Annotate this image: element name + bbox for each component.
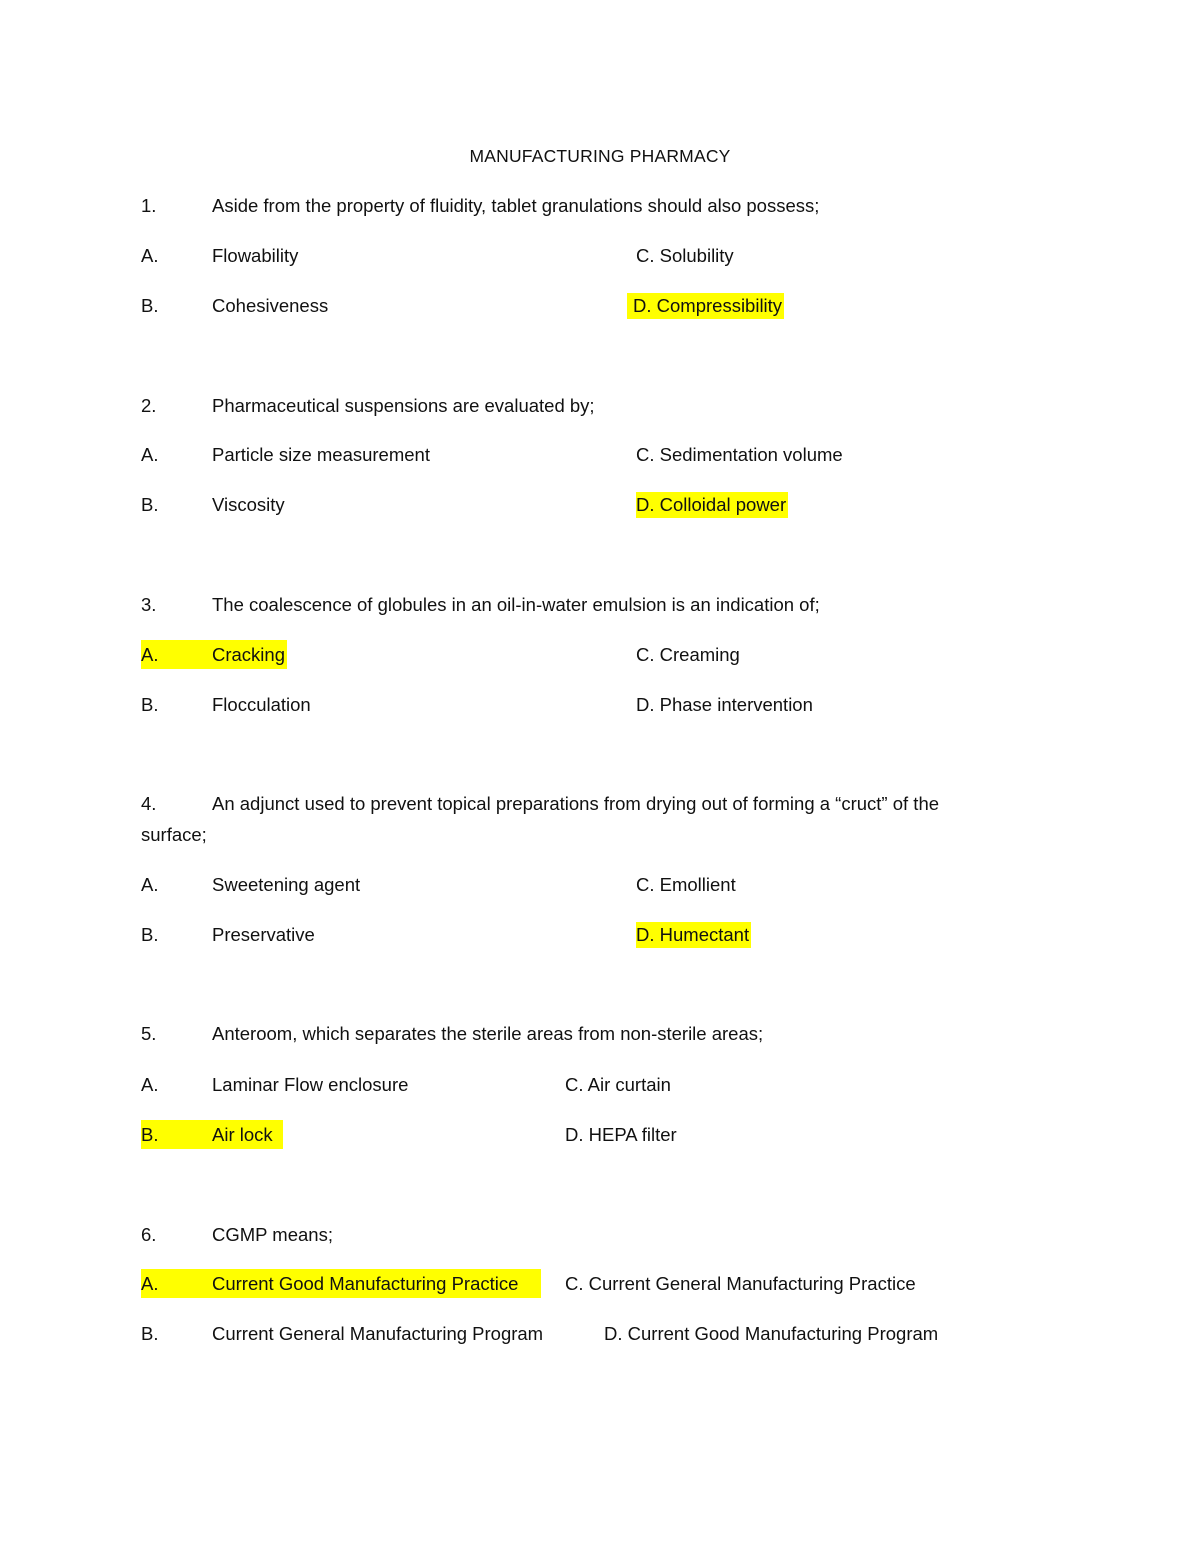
question-text-continued: surface; xyxy=(141,824,207,845)
option-b-letter: B. xyxy=(141,924,159,945)
question-number: 3. xyxy=(141,594,157,615)
option-b-text: Cohesiveness xyxy=(212,295,329,316)
option-b-text: Viscosity xyxy=(212,494,285,515)
question-text: Anteroom, which separates the sterile areas from non-sterile areas; xyxy=(212,1023,764,1044)
option-d-answer xyxy=(636,922,751,948)
option-b-text: Air lock xyxy=(212,1124,273,1145)
option-c: C. Emollient xyxy=(636,874,736,895)
option-b-letter: B. xyxy=(141,694,159,715)
option-b-letter: B. xyxy=(141,295,159,316)
option-a-letter: A. xyxy=(141,444,159,465)
question-text: Pharmaceutical suspensions are evaluated by; xyxy=(212,395,595,416)
answer-highlight: D. Humectant xyxy=(636,922,751,948)
option-a-letter: A. xyxy=(141,644,159,665)
option-a-text: Current Good Manufacturing Practice xyxy=(212,1273,519,1294)
option-a-letter: A. xyxy=(141,245,159,266)
answer-highlight: D. Compressibility xyxy=(627,293,784,319)
option-d-answer xyxy=(636,492,788,518)
question-text: CGMP means; xyxy=(212,1224,333,1245)
option-c: C. Current General Manufacturing Practice xyxy=(565,1273,916,1294)
question-text: An adjunct used to prevent topical preparations from drying out of forming a “cruct” of the xyxy=(212,793,940,814)
answer-highlight: D. Colloidal power xyxy=(636,492,788,518)
option-b-letter: B. xyxy=(141,494,159,515)
question-number: 6. xyxy=(141,1224,157,1245)
option-a-text: Laminar Flow enclosure xyxy=(212,1074,409,1095)
option-a-letter: A. xyxy=(141,874,159,895)
option-a-letter: A. xyxy=(141,1273,159,1294)
option-d-answer xyxy=(627,293,784,319)
option-c: C. Solubility xyxy=(636,245,734,266)
option-c: C. Air curtain xyxy=(565,1074,671,1095)
option-d: D. Current Good Manufacturing Program xyxy=(604,1323,939,1344)
question-text: The coalescence of globules in an oil-in-water emulsion is an indication of; xyxy=(212,594,820,615)
option-a-text: Cracking xyxy=(212,644,285,665)
question-number: 4. xyxy=(141,793,157,814)
question-number: 2. xyxy=(141,395,157,416)
option-b-letter: B. xyxy=(141,1124,159,1145)
question-number: 1. xyxy=(141,195,157,216)
option-d: D. Phase intervention xyxy=(636,694,813,715)
option-b-text: Flocculation xyxy=(212,694,311,715)
option-a-text: Sweetening agent xyxy=(212,874,361,895)
option-c: C. Sedimentation volume xyxy=(636,444,843,465)
option-b-text: Current General Manufacturing Program xyxy=(212,1323,544,1344)
question-text: Aside from the property of fluidity, tablet granulations should also possess; xyxy=(212,195,820,216)
question-number: 5. xyxy=(141,1023,157,1044)
option-d: D. HEPA filter xyxy=(565,1124,677,1145)
option-c: C. Creaming xyxy=(636,644,740,665)
option-a-text: Flowability xyxy=(212,245,299,266)
document-title: MANUFACTURING PHARMACY xyxy=(469,146,731,166)
option-a-text: Particle size measurement xyxy=(212,444,430,465)
option-b-text: Preservative xyxy=(212,924,315,945)
option-b-letter: B. xyxy=(141,1323,159,1344)
option-a-letter: A. xyxy=(141,1074,159,1095)
